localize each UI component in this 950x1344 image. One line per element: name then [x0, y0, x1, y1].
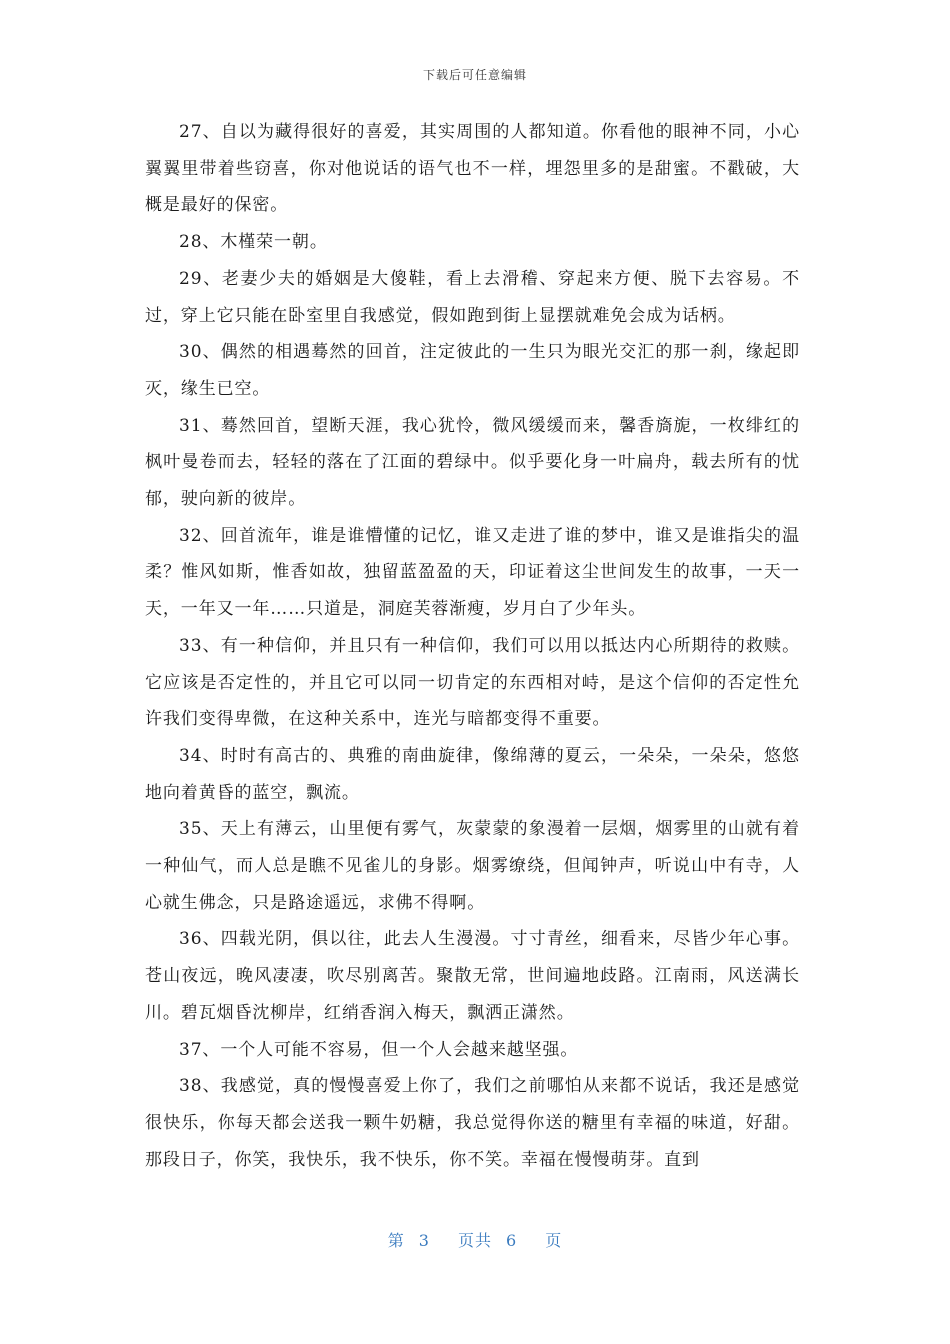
footer-current-page: 3 — [418, 1231, 430, 1250]
paragraph-35: 35、天上有薄云，山里便有雾气，灰蒙蒙的象漫着一层烟，烟雾里的山就有着一种仙气，而人总是瞧不见雀儿的身影。烟雾缭绕，但闻钟声，听说山中有寺，人心就生佛念，只是路途遥远，求佛不得啊。 — [145, 819, 800, 913]
footer-suffix: 页 — [545, 1231, 563, 1250]
paragraph-37: 37、一个人可能不容易，但一个人会越来越坚强。 — [179, 1039, 579, 1060]
document-body — [145, 114, 800, 1178]
paragraph-33: 33、有一种信仰，并且只有一种信仰，我们可以用以抵达内心所期待的救赎。它应该是否定性的，并且它可以同一切肯定的东西相对峙，是这个信仰的否定性允许我们变得卑微，在这种关系中，连光与暗都变得不重要。 — [145, 635, 800, 730]
paragraph-38: 38、我感觉，真的慢慢喜爱上你了，我们之前哪怕从来都不说话，我还是感觉很快乐，你每天都会送我一颗牛奶糖，我总觉得你送的糖里有幸福的味道，好甜。那段日子，你笑，我快乐，我不快乐，你不笑。幸福在慢慢萌芽。直到 — [145, 1076, 800, 1170]
paragraph-31: 31、蓦然回首，望断天涯，我心犹怜，微风缓缓而来，馨香旖旎，一枚绯红的枫叶曼卷而去，轻轻的落在了江面的碧绿中。似乎要化身一叶扁舟，载去所有的忧郁，驶向新的彼岸。 — [145, 415, 800, 510]
paragraph-28: 28、木槿荣一朝。 — [179, 232, 328, 253]
paragraph-36: 36、四载光阴，俱以往，此去人生漫漫。寸寸青丝，细看来，尽皆少年心事。苍山夜远，晚风凄凄，吹尽别离苦。聚散无常，世间遍地歧路。江南雨，风送满长川。碧瓦烟昏沈柳岸，红绡香润入梅天，飘洒正潇然。 — [145, 929, 800, 1023]
footer-middle: 页共 — [457, 1231, 492, 1250]
page-footer — [0, 1228, 950, 1251]
paragraph-34: 34、时时有高古的、典雅的南曲旋律，像绵薄的夏云，一朵朵，一朵朵，悠悠地向着黄昏的蓝空，飘流。 — [145, 745, 800, 803]
paragraph-27: 27、自以为藏得很好的喜爱，其实周围的人都知道。你看他的眼神不同，小心翼翼里带着些窃喜，你对他说话的语气也不一样，埋怨里多的是甜蜜。不戳破，大概是最好的保密。 — [145, 122, 800, 216]
footer-prefix: 第 — [387, 1231, 405, 1250]
footer-total-pages: 6 — [506, 1231, 518, 1250]
paragraph-32: 32、回首流年，谁是谁懵懂的记忆，谁又走进了谁的梦中，谁又是谁指尖的温柔？惟风如斯，惟香如故，独留蓝盈盈的天，印证着这尘世间发生的故事，一天一天，一年又一年……只道是，洞庭芙蓉渐瘦，岁月白了少年头。 — [145, 525, 800, 620]
page-header: 下载后可任意编辑 — [422, 68, 527, 82]
paragraph-30: 30、偶然的相遇蓦然的回首，注定彼此的一生只为眼光交汇的那一刹，缘起即灭，缘生已空。 — [145, 342, 800, 399]
paragraph-29: 29、老妻少夫的婚姻是大傻鞋，看上去滑稽、穿起来方便、脱下去容易。不过，穿上它只能在卧室里自我感觉，假如跑到街上显摆就难免会成为话柄。 — [145, 268, 800, 326]
